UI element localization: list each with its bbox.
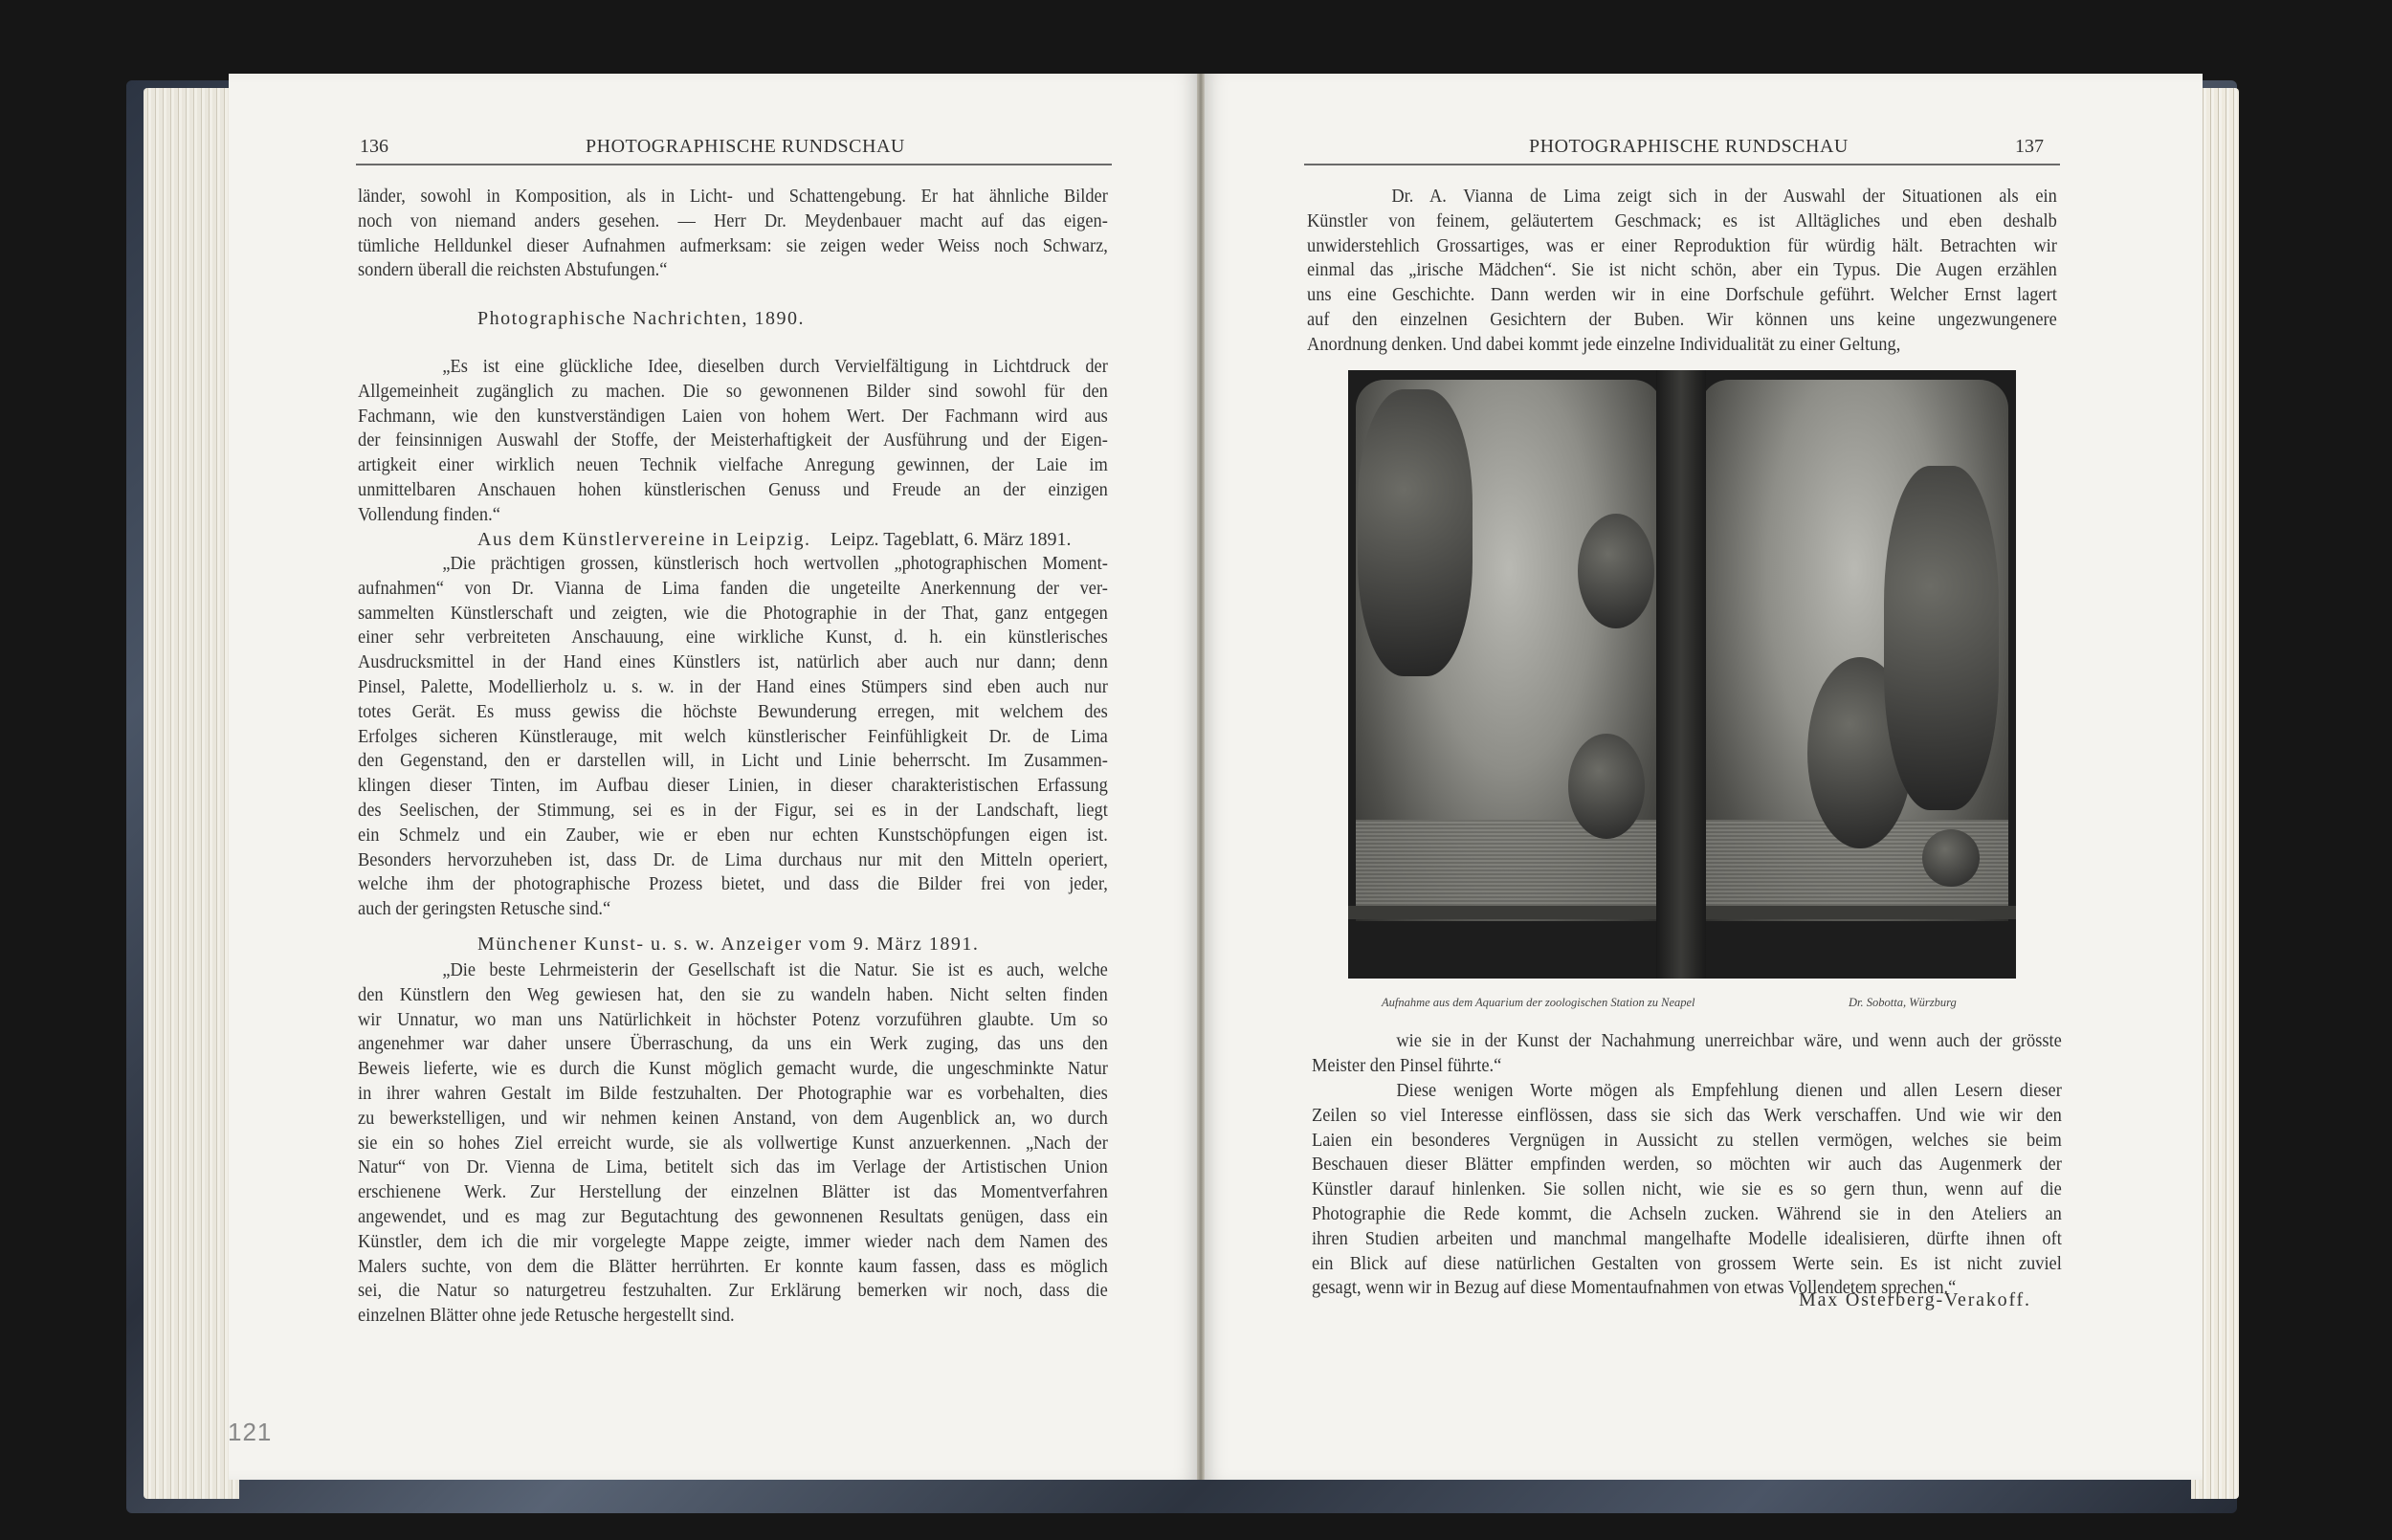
text-line: wie sie in der Kunst der Nachahmung unerreichbar wäre, und wenn auch der grösste bbox=[1396, 1030, 2062, 1051]
section-paragraph bbox=[358, 552, 1173, 922]
section-heading: Photographische Nachrichten, 1890. bbox=[477, 308, 806, 329]
text-line: ein Blick auf diese natürlichen Gestalten von grossem Werte sein. Es ist nicht zuviel bbox=[1312, 1252, 2062, 1274]
text-line: einzelnen Blätter ohne jede Retusche hergestellt sind. bbox=[358, 1305, 735, 1327]
running-head-left: PHOTOGRAPHISCHE RUNDSCHAU bbox=[586, 136, 905, 157]
text-line: Zeilen so viel Interesse einflössen, dass sie sich das Werk verschaffen. Und wie wir den bbox=[1312, 1104, 2062, 1126]
rock-wall bbox=[1358, 389, 1473, 676]
text-line: angewendet, und es mag zur Begutachtung des gewonnenen Resultats genügen, dass ein bbox=[358, 1205, 1108, 1227]
text-line: Allgemeinheit zugänglich zu machen. Die so gewonnenen Bilder sind sowohl für den bbox=[358, 380, 1108, 402]
section-paragraph bbox=[358, 355, 1173, 528]
section-heading: Münchener Kunst- u. s. w. Anzeiger vom 9. März 1891. bbox=[477, 934, 980, 955]
text-line: Besonders hervorzuheben ist, dass Dr. de Lima durchaus nur mit den Mitteln operiert, bbox=[358, 848, 1108, 870]
text-line: sie ein so hohes Ziel erreicht wurde, sie als vollwertige Kunst anzuerkennen. „Nach der bbox=[358, 1132, 1108, 1154]
text-line: Vollendung finden.“ bbox=[358, 503, 500, 525]
text-line: Dr. A. Vianna de Lima zeigt sich in der Auswahl der Situationen als ein bbox=[1391, 186, 2057, 207]
text-line: totes Gerät. Es muss gewiss die höchste Bewunderung erregen, mit welchem des bbox=[358, 700, 1108, 722]
header-rule-right bbox=[1304, 164, 2060, 165]
text-line: Ausdrucksmittel in der Hand eines Künstlers ist, natürlich aber auch nur dann; denn bbox=[358, 651, 1108, 673]
text-line: klingen dieser Tinten, im Aufbau dieser Linien, in dieser charakteristischen Erfassung bbox=[358, 775, 1108, 797]
pencil-annotation: 121 bbox=[228, 1418, 273, 1446]
text-line: Diese wenigen Worte mögen als Empfehlung dienen und allen Lesern dieser bbox=[1396, 1080, 2062, 1101]
right-final-paragraph bbox=[1312, 1079, 2127, 1301]
rock bbox=[1568, 734, 1645, 839]
text-line: sammelten Künstlerschaft und zeigten, wie die Photographie in der That, ganz entgegen bbox=[358, 602, 1108, 624]
text-line: noch von niemand anders gesehen. — Herr Dr. Meydenbauer macht auf das eigen- bbox=[358, 209, 1108, 231]
text-line: zu bewerkstelligen, und wir nehmen keinen Anstand, von dem Augenblick an, wo durch bbox=[358, 1107, 1108, 1129]
text-line: des Seelischen, der Stimmung, sei es in der Figur, sei es in der Landschaft, liegt bbox=[358, 799, 1108, 821]
text-line: Anordnung denken. Und dabei kommt jede einzelne Individualität zu einer Geltung, bbox=[1307, 333, 1901, 355]
author-signature: Max Osterberg-Verakoff. bbox=[1799, 1289, 2031, 1310]
text-line: ein Schmelz und ein Zauber, wie er eben nur echten Kunstschöpfungen eigen ist. bbox=[358, 824, 1108, 846]
text-line: der feinsinnigen Auswahl der Stoffe, der Meisterhaftigkeit der Ausführung und der Eigen- bbox=[358, 429, 1108, 451]
text-line: „Die prächtigen grossen, künstlerisch hoch wertvollen „photographischen Moment- bbox=[442, 553, 1108, 574]
text-line: „Es ist eine glückliche Idee, dieselben durch Vervielfältigung in Lichtdruck der bbox=[442, 356, 1108, 377]
book-gutter bbox=[1197, 74, 1205, 1480]
text-line: sei, die Natur so naturgetreu festzuhalten. Zur Erklärung bemerken wir noch, dass die bbox=[358, 1280, 1108, 1302]
text-line: den Gegenstand, den er darstellen will, in Licht und Linie beherrscht. Im Zusammen- bbox=[358, 750, 1108, 772]
figure-caption: Aufnahme aus dem Aquarium der zoologischen Station zu Neapel bbox=[1382, 996, 1695, 1009]
text-line: uns eine Geschichte. Dann werden wir in eine Dorfschule geführt. Welcher Ernst lagert bbox=[1307, 284, 2057, 306]
text-line: Photographie die Rede kommt, die Achseln zucken. Während sie in den Ateliers an bbox=[1312, 1202, 2062, 1224]
text-line: „Die beste Lehrmeisterin der Gesellschaft ist die Natur. Sie ist es auch, welche bbox=[442, 959, 1108, 980]
text-line: erschienene Werk. Zur Herstellung der einzelnen Blätter ist das Momentverfahren bbox=[358, 1181, 1108, 1203]
text-line: Meister den Pinsel führte.“ bbox=[1312, 1054, 1502, 1076]
rock-wall bbox=[1884, 466, 1999, 810]
header-rule-left bbox=[356, 164, 1112, 165]
text-line: gesagt, wenn wir in Bezug auf diese Momentaufnahmen von etwas Vollendetem sprechen.“ bbox=[1312, 1277, 1957, 1299]
section-heading bbox=[477, 527, 1072, 552]
text-line: den Künstlern den Weg gewiesen hat, den sie zu wandeln haben. Nicht selten finden bbox=[358, 983, 1108, 1005]
page-edges-left bbox=[144, 88, 239, 1499]
text-line: Laien ein besonderes Vergnügen in Aussicht zu stellen vermögen, welches sie beim bbox=[1312, 1129, 2062, 1151]
text-line: welche ihm der photographische Prozess bietet, und dass die Bilder frei von jeder, bbox=[358, 873, 1108, 895]
text-line: unwiderstehlich Grossartiges, was er einer Reproduktion für würdig hält. Betrachten wir bbox=[1307, 234, 2057, 256]
text-line: Pinsel, Palette, Modellierholz u. s. w. in der Hand eines Stümpers sind eben auch nur bbox=[358, 675, 1108, 697]
rock bbox=[1578, 514, 1654, 628]
text-line: artigkeit einer wirklich neuen Technik vielfache Anregung gewinnen, der Laie im bbox=[358, 454, 1108, 476]
figure-credit: Dr. Sobotta, Würzburg bbox=[1849, 996, 1957, 1009]
text-line: unmittelbaren Anschauen hohen künstlerischen Genuss und Freude an der einzigen bbox=[358, 478, 1108, 500]
text-line: einmal das „irische Mädchen“. Sie ist nicht schön, aber ein Typus. Die Augen erzählen bbox=[1307, 259, 2057, 281]
text-line: auch der geringsten Retusche sind.“ bbox=[358, 898, 611, 920]
text-line: wir Unnatur, wo man uns Natürlichkeit in höchster Potenz vorzuführen glaubte. Um so bbox=[358, 1008, 1108, 1030]
page-number-left: 136 bbox=[360, 136, 388, 157]
right-top-paragraph bbox=[1307, 185, 2122, 358]
text-line: Natur“ von Dr. Vienna de Lima, betitelt sich das im Verlage der Artistischen Union bbox=[358, 1156, 1108, 1178]
heading-title: Aus dem Künstlervereine in Leipzig. bbox=[477, 529, 811, 550]
text-line: länder, sowohl in Komposition, als in Licht- und Schattengebung. Er hat ähnliche Bilder bbox=[358, 186, 1108, 207]
right-continued-paragraph bbox=[1312, 1029, 2127, 1079]
text-line: in ihrer wahren Gestalt im Bilde festzuhalten. Der Photographie war es vorbehalten, dies bbox=[358, 1082, 1108, 1104]
page-number-right: 137 bbox=[2015, 136, 2044, 157]
text-line: tümliche Helldunkel dieser Aufnahmen aufmerksam: sie zeigen weder Weiss noch Schwarz, bbox=[358, 234, 1108, 256]
text-line: ihren Studien arbeiten und manchmal mangelhafte Modelle idealisieren, dürfte ihnen oft bbox=[1312, 1227, 2062, 1249]
running-head-right: PHOTOGRAPHISCHE RUNDSCHAU bbox=[1529, 136, 1849, 157]
text-line: Künstler darauf hinlenken. Sie sollen nicht, wie sie es so gern thun, wenn auf die bbox=[1312, 1178, 2062, 1200]
sea-urchin bbox=[1922, 829, 1980, 887]
text-line: Künstler, dem ich die mir vorgelegte Mappe zeigte, immer wieder nach dem Namen des bbox=[358, 1230, 1108, 1252]
text-line: Malers suchte, von dem die Blätter herrührten. Er konnte kaum fassen, dass es möglich bbox=[358, 1255, 1108, 1277]
intro-paragraph bbox=[358, 185, 1173, 283]
aquarium-pillar bbox=[1656, 370, 1706, 979]
aquarium-photograph bbox=[1348, 370, 2016, 979]
text-line: einer sehr verbreiteten Anschauung, eine wirkliche Kunst, d. h. ein künstlerisches bbox=[358, 627, 1108, 649]
text-line: angenehmer war daher unsere Überraschung, da uns ein Werk zuging, das uns den bbox=[358, 1033, 1108, 1055]
heading-source: Leipz. Tageblatt, 6. März 1891. bbox=[831, 529, 1072, 550]
section-paragraph bbox=[358, 958, 1173, 1329]
text-line: Erfolges sicheren Künstlerauge, mit welch künstlerischer Feinfühligkeit Dr. de Lima bbox=[358, 725, 1108, 747]
text-line: Künstler von feinem, geläutertem Geschmack; es ist Alltägliches und eben deshalb bbox=[1307, 209, 2057, 231]
text-line: auf den einzelnen Gesichtern der Buben. Wir können uns keine ungezwungenere bbox=[1307, 308, 2057, 330]
text-line: aufnahmen“ von Dr. Vianna de Lima fanden die ungeteilte Anerkennung der ver- bbox=[358, 577, 1108, 599]
text-line: Beschauen dieser Blätter empfinden werden, so möchten wir auch das Augenmerk der bbox=[1312, 1154, 2062, 1176]
text-line: sondern überall die reichsten Abstufungen.“ bbox=[358, 259, 668, 281]
text-line: Fachmann, wie den kunstverständigen Laien von hohem Wert. Der Fachmann wird aus bbox=[358, 405, 1108, 427]
text-line: Beweis lieferte, wie es durch die Kunst möglich gemacht wurde, die ungeschminkte Natur bbox=[358, 1058, 1108, 1080]
